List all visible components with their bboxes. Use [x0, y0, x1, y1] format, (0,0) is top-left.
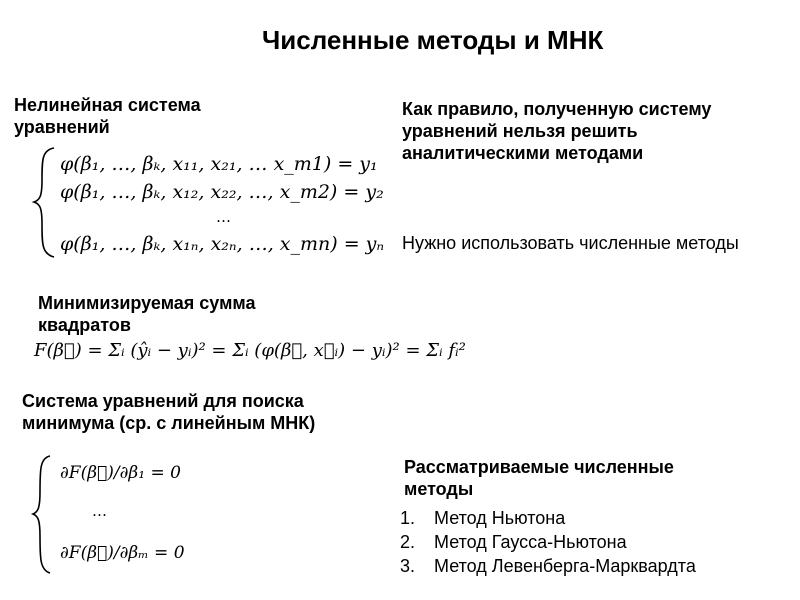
left-brace — [33, 456, 50, 573]
nonlinear-system-heading: Нелинейная система уравнений — [14, 95, 201, 137]
min-system-equations — [30, 448, 260, 583]
nonlinear-eq-3: φ(β₁, …, βₖ, x₁ₙ, x₂ₙ, …, x_mn) = yₙ — [60, 233, 385, 255]
nonlinear-eq-2: φ(β₁, …, βₖ, x₁₂, x₂₂, …, x_m2) = y₂ — [60, 181, 384, 203]
list-item: 1. Метод Ньютона — [400, 508, 566, 528]
min-sum-formula: F(β⃗) = Σᵢ (ŷᵢ − yᵢ)² = Σᵢ (φ(β⃗, x⃗ᵢ) − yᵢ)² = Σᵢ fᵢ² — [34, 340, 466, 361]
min-eq-2: ∂F(β⃗)/∂βₘ = 0 — [60, 543, 185, 563]
note-bold: Как правило, полученную систему уравнений нельзя решить аналитическими методами — [402, 99, 712, 163]
methods-heading: Рассматриваемые численные методы — [404, 457, 674, 499]
nonlinear-eq-dots: … — [216, 208, 231, 226]
nonlinear-eq-1: φ(β₁, …, βₖ, x₁₁, x₂₁, … x_m1) = y₁ — [60, 153, 378, 175]
min-eq-dots: … — [92, 502, 107, 520]
nonlinear-system-equations — [30, 140, 390, 265]
list-item: 2. Метод Гаусса-Ньютона — [400, 532, 627, 552]
page-title: Численные методы и МНК — [262, 25, 604, 55]
min-eq-1: ∂F(β⃗)/∂β₁ = 0 — [60, 463, 181, 483]
left-brace — [34, 148, 54, 257]
min-system-heading: Система уравнений для поиска минимума (ср. с линейным МНК) — [22, 391, 316, 433]
min-sum-heading: Минимизируемая сумма квадратов — [38, 293, 256, 335]
note-regular: Нужно использовать численные методы — [402, 233, 739, 253]
list-item: 3. Метод Левенберга-Марквардта — [400, 556, 696, 576]
methods-list — [400, 506, 696, 578]
